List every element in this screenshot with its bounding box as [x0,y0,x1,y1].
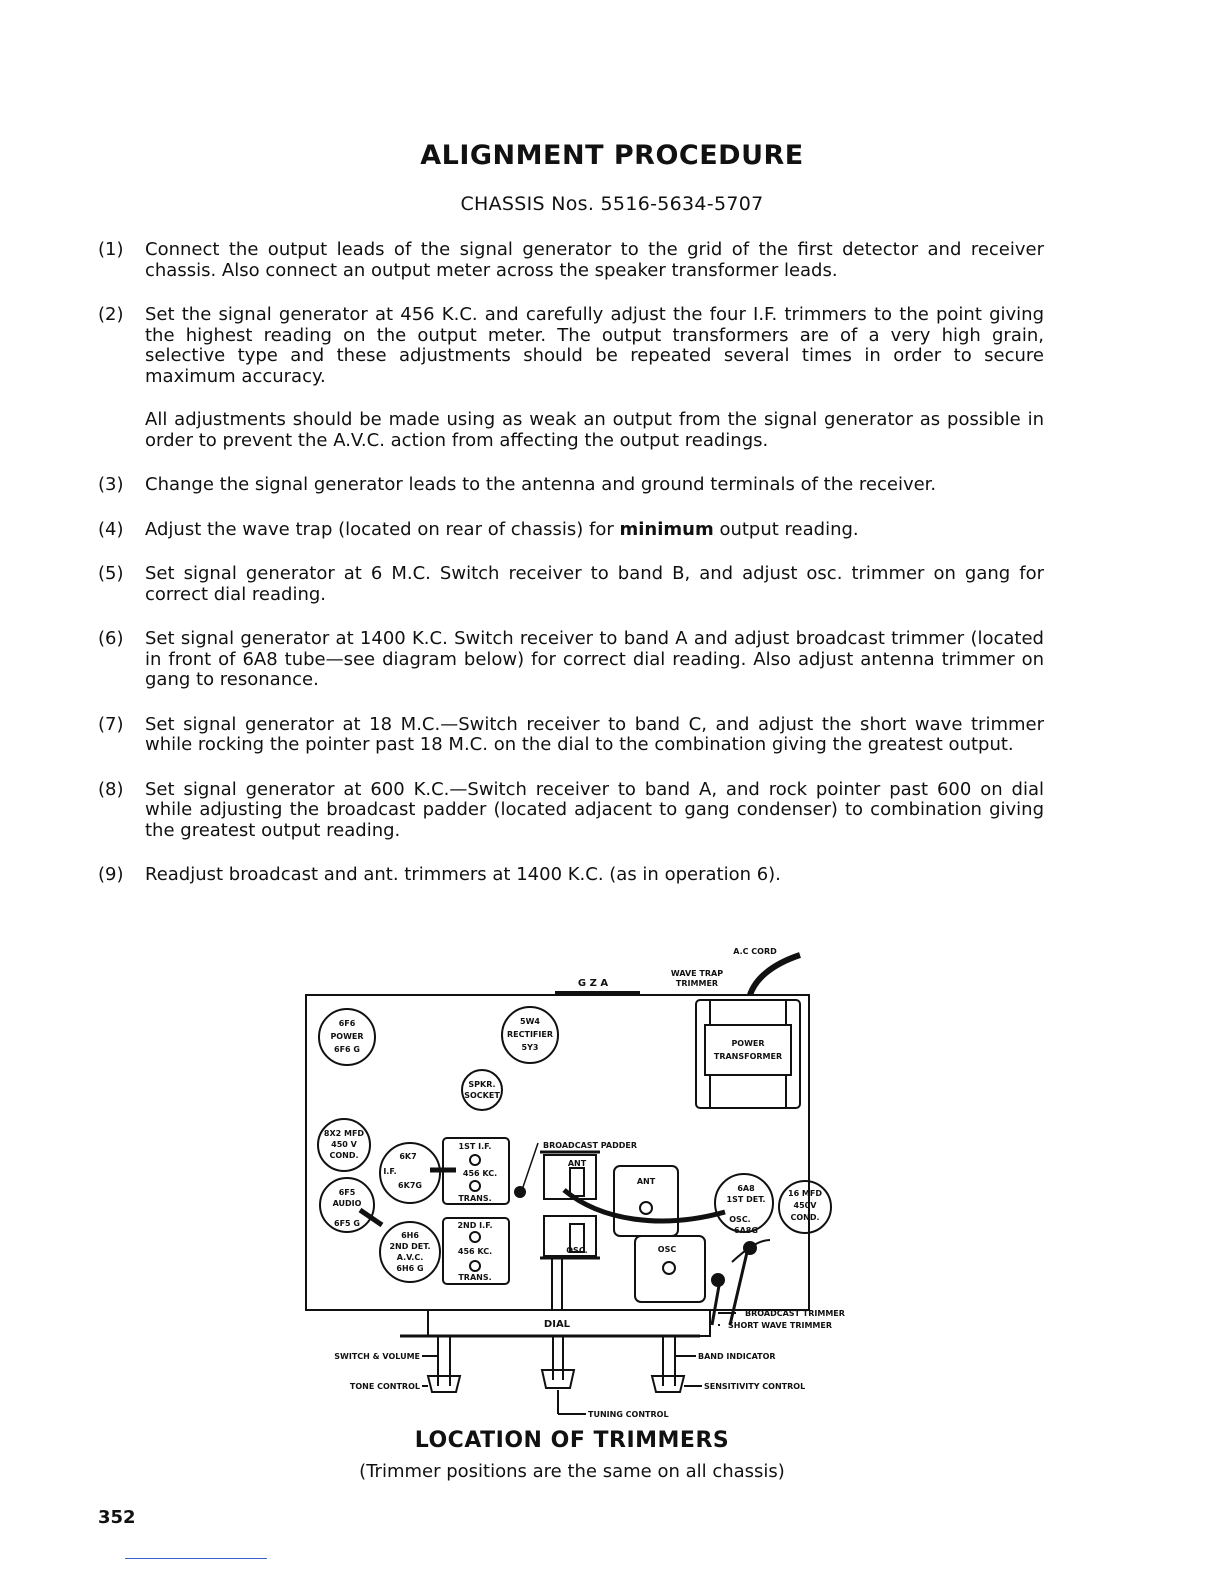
step-text: Readjust broadcast and ant. trimmers at 1400 K.C. (as in operation 6). [145,864,781,885]
label-broadcast-trimmer: BROADCAST TRIMMER [745,1309,845,1318]
label-power-tube-1: 6F6 [338,1019,356,1028]
label-6h6-4: 6H6 G [396,1264,424,1273]
label-ac-cord: A.C CORD [733,947,777,956]
broadcast-trimmer-screw [743,1241,757,1255]
step-number: (3) [98,474,124,495]
page-title: ALIGNMENT PROCEDURE [420,140,804,171]
step-text: Set signal generator at 1400 K.C. Switch receiver to band A and adjust broadcast trimmer (located in front of 6A8 tube—see diagram below) for correct dial reading. Also adjust antenna trimmer on gang to resonance. [145,628,1044,690]
label-6h6-2: 2ND DET. [389,1242,431,1251]
label-gza: G Z A [577,978,609,989]
label-spkr-1: SPKR. [468,1080,496,1089]
diagram-caption-title: LOCATION OF TRIMMERS [414,1428,730,1453]
footer-rule [125,1558,267,1559]
label-6a8-3: OSC. [729,1215,751,1224]
step-8 [98,780,1044,842]
label-if2-1: 2ND I.F. [457,1221,493,1230]
step-note: All adjustments should be made using as weak an output from the signal generator as possible in order to prevent the A.V.C. action from affecting the output readings. [145,409,1044,451]
label-broadcast-padder: BROADCAST PADDER [543,1141,637,1150]
step-5 [98,564,1044,605]
label-if1-3: TRANS. [458,1194,492,1203]
procedure-steps [98,240,1044,910]
label-spkr-2: SOCKET [464,1091,500,1100]
label-band-indicator: BAND INDICATOR [698,1352,776,1361]
label-6k7-2: I.F. [383,1167,397,1176]
label-audio-3: 6F5 G [334,1219,360,1228]
label-6k7-1: 6K7 [399,1152,417,1161]
label-if2-3: TRANS. [458,1273,492,1282]
label-cond-left-2: 450 V [331,1140,357,1149]
step-number: (9) [98,864,124,885]
label-power-transformer-2: TRANSFORMER [713,1052,783,1061]
label-cond-right-2: 450V [793,1201,817,1210]
step-9 [98,865,1044,886]
step-text-bold: minimum [619,518,714,540]
label-wave-trap-trimmer: TRIMMER [675,979,719,988]
label-switch-volume: SWITCH & VOLUME [334,1352,420,1361]
step-number: (1) [98,239,124,260]
step-2 [98,305,1044,451]
label-cond-left-1: 8X2 MFD [323,1129,365,1138]
label-6h6-3: A.V.C. [396,1253,424,1262]
label-cond-left-3: COND. [329,1151,359,1160]
label-gang-ant: ANT [567,1159,587,1168]
speaker-socket [462,1070,502,1110]
label-ant-box: ANT [636,1177,656,1186]
step-4 [98,520,1044,541]
label-gang-osc: OSC. [566,1246,588,1255]
chassis-numbers: CHASSIS Nos. 5516-5634-5707 [460,193,764,215]
step-7 [98,715,1044,756]
label-tuning-control: TUNING CONTROL [588,1410,669,1419]
step-text: Connect the output leads of the signal generator to the grid of the first detector and receiver chassis. Also connect an output meter across the speaker transformer leads. [145,239,1044,281]
step-text: Set signal generator at 6 M.C. Switch receiver to band B, and adjust osc. trimmer on gang for correct dial reading. [145,563,1044,605]
label-6k7-3: 6K7G [398,1181,422,1190]
label-if1-2: 456 KC. [462,1169,498,1178]
label-tone-control: TONE CONTROL [349,1382,420,1391]
label-6a8-1: 6A8 [737,1184,755,1193]
label-6h6-1: 6H6 [401,1231,419,1240]
trimmer-location-diagram [300,940,860,1430]
label-6a8-2: 1ST DET. [726,1195,766,1204]
step-number: (8) [98,778,124,800]
label-rectifier-2: RECTIFIER [507,1030,553,1039]
label-sensitivity-control: SENSITIVITY CONTROL [704,1382,806,1391]
label-6a8-4: 6A8G [734,1226,758,1235]
label-if2-2: 456 KC. [457,1247,493,1256]
step-number: (4) [98,518,124,540]
label-audio-2: AUDIO [332,1199,362,1208]
label-dial: DIAL [543,1319,571,1330]
step-3 [98,475,1044,496]
step-text [145,520,1044,541]
short-wave-trimmer-screw [711,1273,725,1287]
step-6 [98,629,1044,691]
step-number: (7) [98,713,124,735]
broadcast-padder-screw [514,1186,526,1198]
ac-cord [750,955,800,995]
step-text: Change the signal generator leads to the antenna and ground terminals of the receiver. [145,474,937,495]
step-text: Set the signal generator at 456 K.C. and carefully adjust the four I.F. trimmers to the point giving the highest reading on the output meter. The output transformers are of a very high grain, selective type and these adjustments should be repeated several times in order to secure maximum accuracy. [145,304,1044,387]
diagram-caption-subtitle: (Trimmer positions are the same on all chassis) [359,1461,785,1482]
label-cond-right-1: 16 MFD [788,1189,822,1198]
step-number: (5) [98,563,124,584]
label-osc-box: OSC [657,1245,677,1254]
label-short-wave-trimmer: SHORT WAVE TRIMMER [728,1321,832,1330]
step-text: Set signal generator at 18 M.C.—Switch receiver to band C, and adjust the short wave trimmer while rocking the pointer past 18 M.C. on the dial to the combination giving the greatest output. [145,713,1044,755]
label-wave-trap: WAVE TRAP [670,969,724,978]
step-text: Set signal generator at 600 K.C.—Switch receiver to band A, and rock pointer past 600 on dial while adjusting the broadcast padder (located adjacent to gang condenser) to combination giving the greatest output reading. [145,778,1044,841]
label-power-transformer-1: POWER [731,1039,765,1048]
label-power-tube-2: POWER [330,1032,364,1041]
step-number: (6) [98,628,124,649]
label-if1-1: 1ST I.F. [458,1142,492,1151]
label-cond-right-3: COND. [790,1213,820,1222]
step-1 [98,240,1044,281]
label-audio-1: 6F5 [338,1188,356,1197]
page-number: 352 [98,1507,136,1528]
label-rectifier-3: 5Y3 [521,1043,539,1052]
label-power-tube-3: 6F6 G [334,1045,360,1054]
step-text-pre: Adjust the wave trap (located on rear of chassis) for [145,518,620,540]
step-number: (2) [98,304,124,325]
label-rectifier-1: 5W4 [520,1017,540,1026]
step-text-post: output reading. [713,518,859,540]
